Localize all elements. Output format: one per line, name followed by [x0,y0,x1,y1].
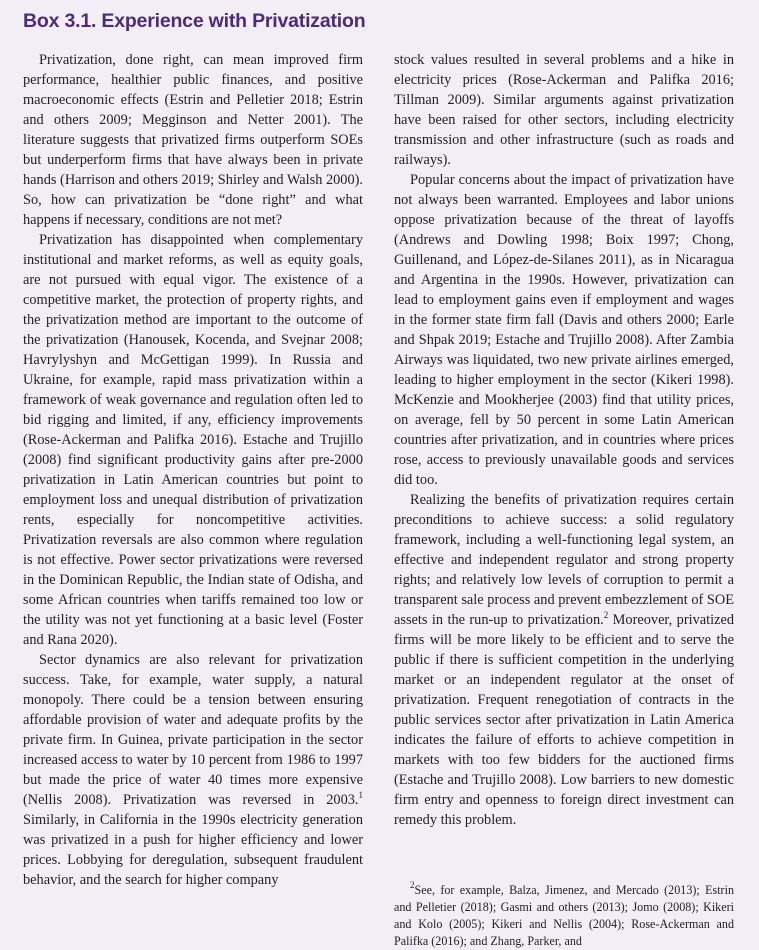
paragraph: Privatization has disappointed when complementary institutional and market reforms, as well as equity goals, are not pursued with equal vigor. The existence of a competitive market, the protection of property rights, and the privatization method are important to the outcome of the privatization (Hanousek, Kocenda, and Svejnar 2008; Havrylyshyn and McGettigan 1999). In Russia and Ukraine, for example, rapid mass privatization within a framework of weak governance and regulation often led to bid rigging and limited, if any, efficiency improvements (Rose-Ackerman and Palifka 2016). Estache and Trujillo (2008) find significant productivity gains after pre-2000 privatization in Latin American countries but point to employment loss and unequal distribution of privatization rents, especially for noncompetitive activities. Privatization reversals are also common where regulation is not effective. Power sector privatizations were reversed in the Dominican Republic, the Indian state of Odisha, and some African countries when tariffs remained too low or the utility was not yet functioning at a basic level (Foster and Rana 2020). [23,232,363,648]
footnote-marker: 2 [410,880,415,890]
paragraph-text: Sector dynamics are also relevant for privatization success. Take, for example, water supply, a natural monopoly. There could be a tension between ensuring affordable provision of water and adequate profits by the private firm. In Guinea, private participation in the sector increased access to water by 10 percent from 1986 to 1997 but made the price of water 40 times more expensive (Nellis 2008). Privatization was reversed in 2003. [23,652,363,808]
paragraph-text: Moreover, privatized firms will be more likely to be efficient and to serve the public if there is sufficient competition in the underlying market or an independent regulator at the onset of privatization. Frequent renegotiation of contracts in the public services sector after privatization in Latin America indicates the failure of efforts to achieve competition in markets with too few bidders for the auctioned firms (Estache and Trujillo 2008). Low barriers to new domestic firm entry and openness to foreign direct investment can remedy this problem. [394,612,734,828]
footnote [394,882,734,950]
footnote-text: See, for example, Balza, Jimenez, and Mercado (2013); Estrin and Pelletier (2018); Gasmi and others (2013); Jomo (2008); Kikeri and Kolo (2005); Kikeri and Nellis (2004); Rose-Ackerman and Palifka (2016); and Zhang, Parker, and [394,883,734,948]
paragraph-continued: stock values resulted in several problems and a hike in electricity prices (Rose-Ackerman and Palifka 2016; Tillman 2009). Similar arguments against privatization have been raised for other sectors, including electricity transmission and other infrastructure (such as roads and railways). [394,52,734,168]
paragraph: Privatization, done right, can mean improved firm performance, healthier public finances, and positive macroeconomic effects (Estrin and Pelletier 2018; Estrin and others 2009; Megginson and Netter 2001). The literature suggests that privatized firms outperform SOEs but underperform firms that have always been in private hands (Harrison and others 2019; Shirley and Walsh 2000). So, how can privatization be “done right” and what happens if necessary, conditions are not met? [23,52,363,228]
box-title: Box 3.1. Experience with Privatization [23,10,366,32]
footnote-ref[interactable]: 1 [358,790,363,800]
paragraph [394,490,734,830]
right-column [394,50,734,830]
paragraph-text: Similarly, in California in the 1990s electricity generation was privatized in a push for higher efficiency and lower prices. Lobbying for deregulation, subsequent fraudulent behavior, and the search for higher company [23,812,363,888]
paragraph-text: Realizing the benefits of privatization requires certain preconditions to achieve success: a solid regulatory framework, including a well-functioning legal system, an effective and independent regulator and strong property rights; and relatively low levels of corruption to permit a transparent sale process and prevent embezzlement of SOE assets in the run-up to privatization. [394,492,734,628]
footnote-ref[interactable]: 2 [603,610,609,620]
paragraph: Popular concerns about the impact of privatization have not always been warranted. Employees and labor unions oppose privatization because of the threat of layoffs (Andrews and Dowling 1998; Boix 1997; Chong, Guillenand, and López-de-Silanes 2011), as in Nicaragua and Argentina in the 1990s. However, privatization can lead to employment gains even if employment and wages in the former state firm fall (Davis and others 2000; Earle and Shpak 2019; Estache and Trujillo 2008). After Zambia Airways was liquidated, two new private airlines emerged, leading to higher employment in the sector (Kikeri 1998). McKenzie and Mookherjee (2003) find that utility prices, on average, fell by 50 percent in some Latin American countries after privatization, and in countries where prices rose, access to previously unavailable goods and services did too. [394,172,734,488]
paragraph [23,650,363,890]
left-column [23,50,363,890]
